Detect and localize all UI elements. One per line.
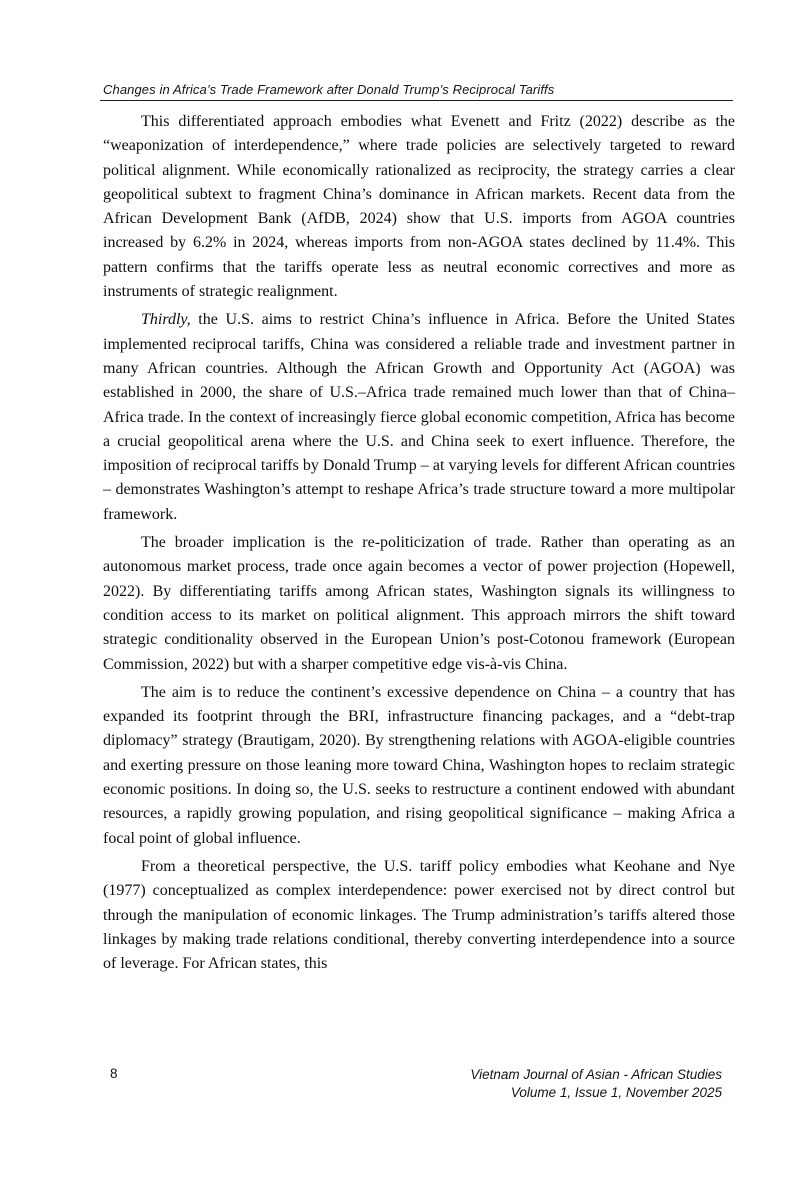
issue-info: Volume 1, Issue 1, November 2025 [510, 1085, 722, 1100]
running-title: Changes in Africa’s Trade Framework after Donald Trump’s Reciprocal Tariffs [103, 82, 555, 97]
page-number: 8 [110, 1066, 118, 1081]
header-rule [100, 100, 733, 101]
paragraph-text: The aim is to reduce the continent’s excessive dependence on China – a country that has expanded its footprint through the BRI, infrastructure financing packages, and a “debt-trap diplomacy” strategy (Brautigam, 2020). By strengthening relations with AGOA-eligible countries and exerting pressure on those leaning more toward China, Washington hopes to reclaim strategic economic positions. In doing so, the U.S. seeks to restructure a continent endowed with abundant resources, a rapidly growing population, and rising geopolitical significance – making Africa a focal point of global influence. [103, 683, 735, 847]
body-paragraph-5 [103, 855, 735, 976]
paragraph-text: The broader implication is the re-politicization of trade. Rather than operating as an autonomous market process, trade once again becomes a vector of power projection (Hopewell, 2022). By differentiating tariffs among African states, Washington signals its willingness to condition access to its market on political alignment. This approach mirrors the shift toward strategic conditionality observed in the European Union’s post-Cotonou framework (European Commission, 2022) but with a sharper competitive edge vis-à-vis China. [103, 534, 735, 673]
body-paragraph-1 [103, 110, 735, 304]
body-paragraph-3 [103, 531, 735, 677]
body-paragraph-2 [103, 308, 735, 527]
article-body [103, 110, 735, 980]
footer-journal-block [470, 1066, 722, 1102]
paragraph-text: From a theoretical perspective, the U.S. tariff policy embodies what Keohane and Nye (1977) conceptualized as complex interdependence: power exercised not by direct control but through the manipulation of economic linkages. The Trump administration’s tariffs altered those linkages by making trade relations conditional, thereby converting interdependence into a source of leverage. For African states, this [103, 857, 735, 973]
journal-name: Vietnam Journal of Asian - African Studies [470, 1067, 722, 1082]
body-paragraph-4 [103, 681, 735, 851]
paragraph-text: the U.S. aims to restrict China’s influence in Africa. Before the United States implemented reciprocal tariffs, China was considered a reliable trade and investment partner in many African countries. Although the African Growth and Opportunity Act (AGOA) was established in 2000, the share of U.S.–Africa trade remained much lower than that of China–Africa trade. In the context of increasingly fierce global economic competition, Africa has become a crucial geopolitical arena where the U.S. and China seek to exert influence. Therefore, the imposition of reciprocal tariffs by Donald Trump – at varying levels for different African countries – demonstrates Washington’s attempt to reshape Africa’s trade structure toward a more multipolar framework. [103, 311, 735, 523]
paragraph-text: This differentiated approach embodies what Evenett and Fritz (2022) describe as the “weaponization of interdependence,” where trade policies are selectively targeted to reward political alignment. While economically rationalized as reciprocity, the strategy carries a clear geopolitical subtext to fragment China’s dominance in African markets. Recent data from the African Development Bank (AfDB, 2024) show that U.S. imports from AGOA countries increased by 6.2% in 2024, whereas imports from non-AGOA states declined by 11.4%. This pattern confirms that the tariffs operate less as neutral economic correctives and more as instruments of strategic realignment. [103, 113, 735, 301]
paragraph-lead-italic: Thirdly, [141, 311, 191, 329]
